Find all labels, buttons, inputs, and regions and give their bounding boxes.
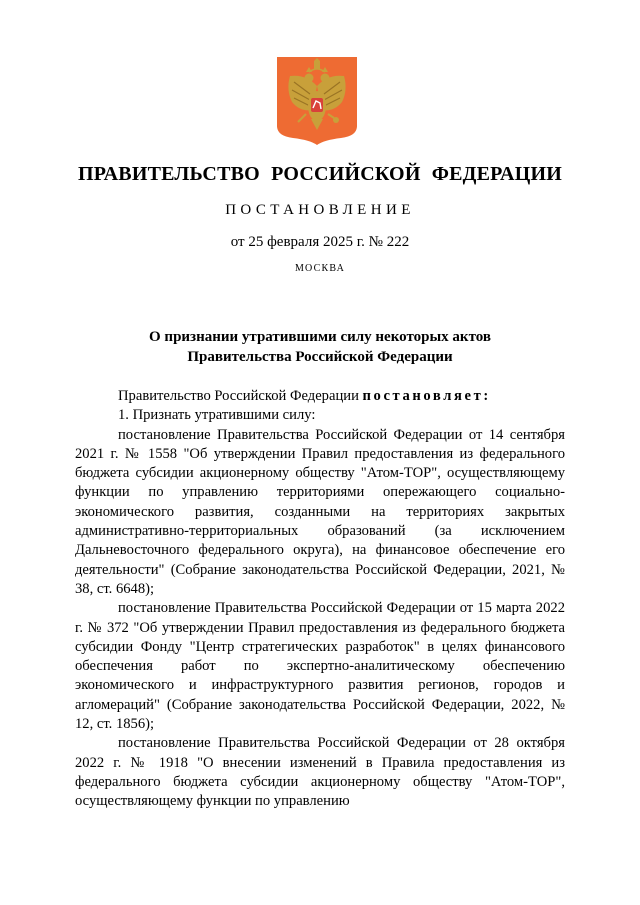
document-body (75, 387, 565, 812)
document-date-number: от 25 февраля 2025 г. № 222 (230, 234, 410, 250)
intro-text: Правительство Российской Федерации (118, 388, 363, 404)
act-paragraph-3: постановление Правительства Российской Федерации от 28 октября 2022 г. № 1918 "О внесении изменений в Правила предоставления из федерального бюджета субсидии акционерному обществу "Атом-ТОР", осуществляющему функции по управлению (75, 735, 565, 810)
document-city: МОСКВА (294, 263, 346, 274)
act-paragraph-1: постановление Правительства Российской Федерации от 14 сентября 2021 г. № 1558 "Об утверждении Правил предоставления из федерального бюджета субсидии акционерному обществу "Атом-ТОР", осуществляющему функции по управлению территориями опережающего социально-экономического развития, созданными на территориях закрытых административно-территориальных образований (за исключением Дальневосточного федерального округа), на финансовое обеспечение его деятельности" (Собрание законодательства Российской Федерации, 2021, № 38, ст. 6648); (75, 426, 565, 597)
document-subject (0, 327, 640, 367)
resolves-word: постановляет: (362, 388, 491, 404)
document-type: ПОСТАНОВЛЕНИЕ (225, 202, 415, 218)
item-1-paragraph: 1. Признать утратившими силу: (118, 407, 316, 424)
intro-paragraph (75, 387, 565, 406)
subject-line-1: О признании утратившими силу некоторых актов (149, 329, 491, 345)
act-paragraph-2: постановление Правительства Российской Федерации от 15 марта 2022 г. № 372 "Об утверждении Правил предоставления из федерального бюджета субсидии Фонду "Центр стратегических разработок" в целях финансового обеспечения работ по экспертно-аналитическому обеспечению экономического и инфраструктурного развития регионов, городов и агломераций" (Собрание законодательства Российской Федерации, 2022, № 12, ст. 1856); (75, 600, 565, 733)
subject-line-2: Правительства Российской Федерации (187, 349, 453, 365)
coat-of-arms-russia-icon (276, 56, 358, 146)
government-title: ПРАВИТЕЛЬСТВО РОССИЙСКОЙ ФЕДЕРАЦИИ (78, 163, 562, 185)
